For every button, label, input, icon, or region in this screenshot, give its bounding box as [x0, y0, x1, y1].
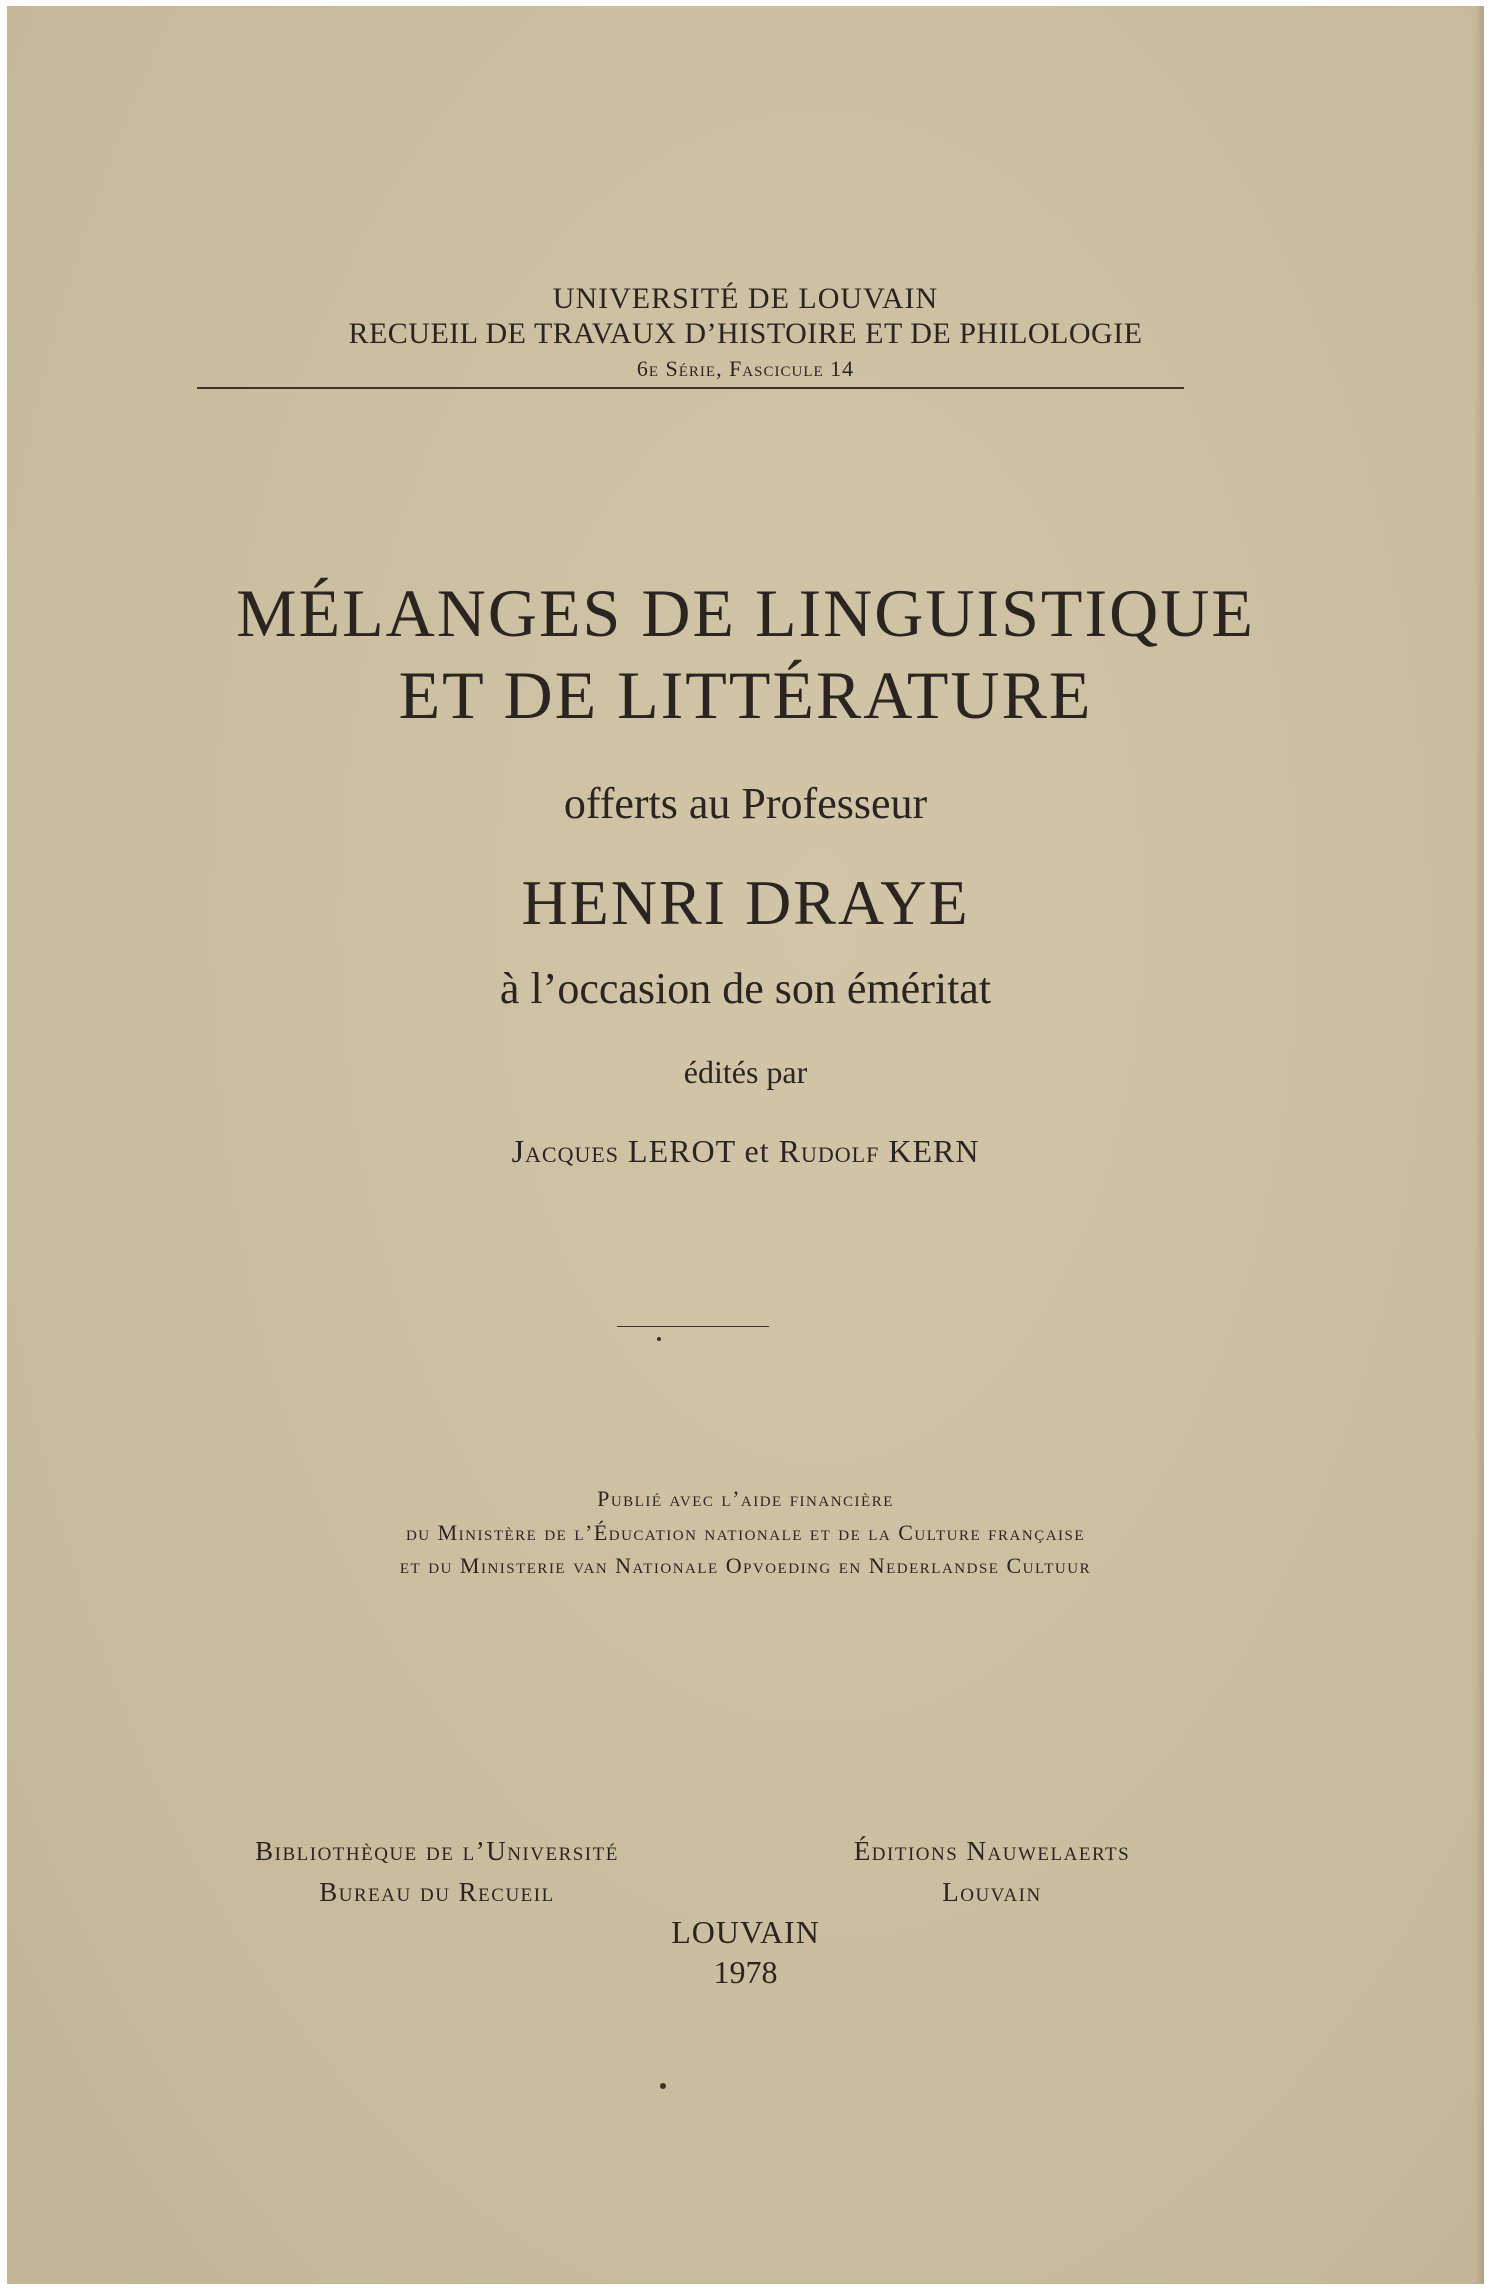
publication-note-line-3: et du Ministerie van Nationale Opvoeding en Nederlandse Cultuur — [399, 1553, 1092, 1578]
university-name: UNIVERSITÉ DE LOUVAIN — [552, 282, 939, 315]
imprint-left-line-1: Bibliothèque de l’Université — [255, 1836, 619, 1866]
imprint-right-line-1: Éditions Nauwelaerts — [853, 1836, 1131, 1866]
ornament-dot — [657, 1337, 661, 1341]
honoree-name: HENRI DRAYE — [521, 867, 970, 938]
imprint-year: 1978 — [713, 1954, 778, 1990]
editors-conjunction: et — [744, 1133, 770, 1169]
occasion: à l’occasion de son éméritat — [499, 964, 992, 1013]
editor-2-last-name: KERN — [888, 1133, 980, 1169]
bottom-dot — [660, 2083, 666, 2089]
editor-2-first-name: Rudolf — [778, 1133, 880, 1169]
editor-1-first-name: Jacques — [511, 1133, 620, 1169]
publication-note-line-2: du Ministère de l’Éducation nationale et de la Culture française — [405, 1520, 1086, 1545]
editors-line — [7, 1133, 1484, 1170]
offered-to: offerts au Professeur — [563, 779, 928, 828]
edited-by-intro: édités par — [683, 1054, 808, 1090]
title-line-2: ET DE LITTÉRATURE — [398, 657, 1093, 733]
collection-name: RECUEIL DE TRAVAUX D’HISTOIRE ET DE PHILOLOGIE — [348, 317, 1143, 350]
editor-1-last-name: LEROT — [628, 1133, 736, 1169]
header-rule — [197, 387, 1184, 389]
book-cover — [7, 6, 1484, 2284]
title-line-1: MÉLANGES DE LINGUISTIQUE — [236, 575, 1255, 651]
ornament-rule — [617, 1326, 769, 1327]
imprint-right-line-2: Louvain — [942, 1877, 1042, 1907]
series-number: 6e Série, Fascicule 14 — [636, 356, 855, 381]
imprint-city: LOUVAIN — [671, 1914, 820, 1950]
imprint-left-line-2: Bureau du Recueil — [319, 1877, 555, 1907]
publication-note-line-1: Publié avec l’aide financière — [597, 1486, 894, 1511]
